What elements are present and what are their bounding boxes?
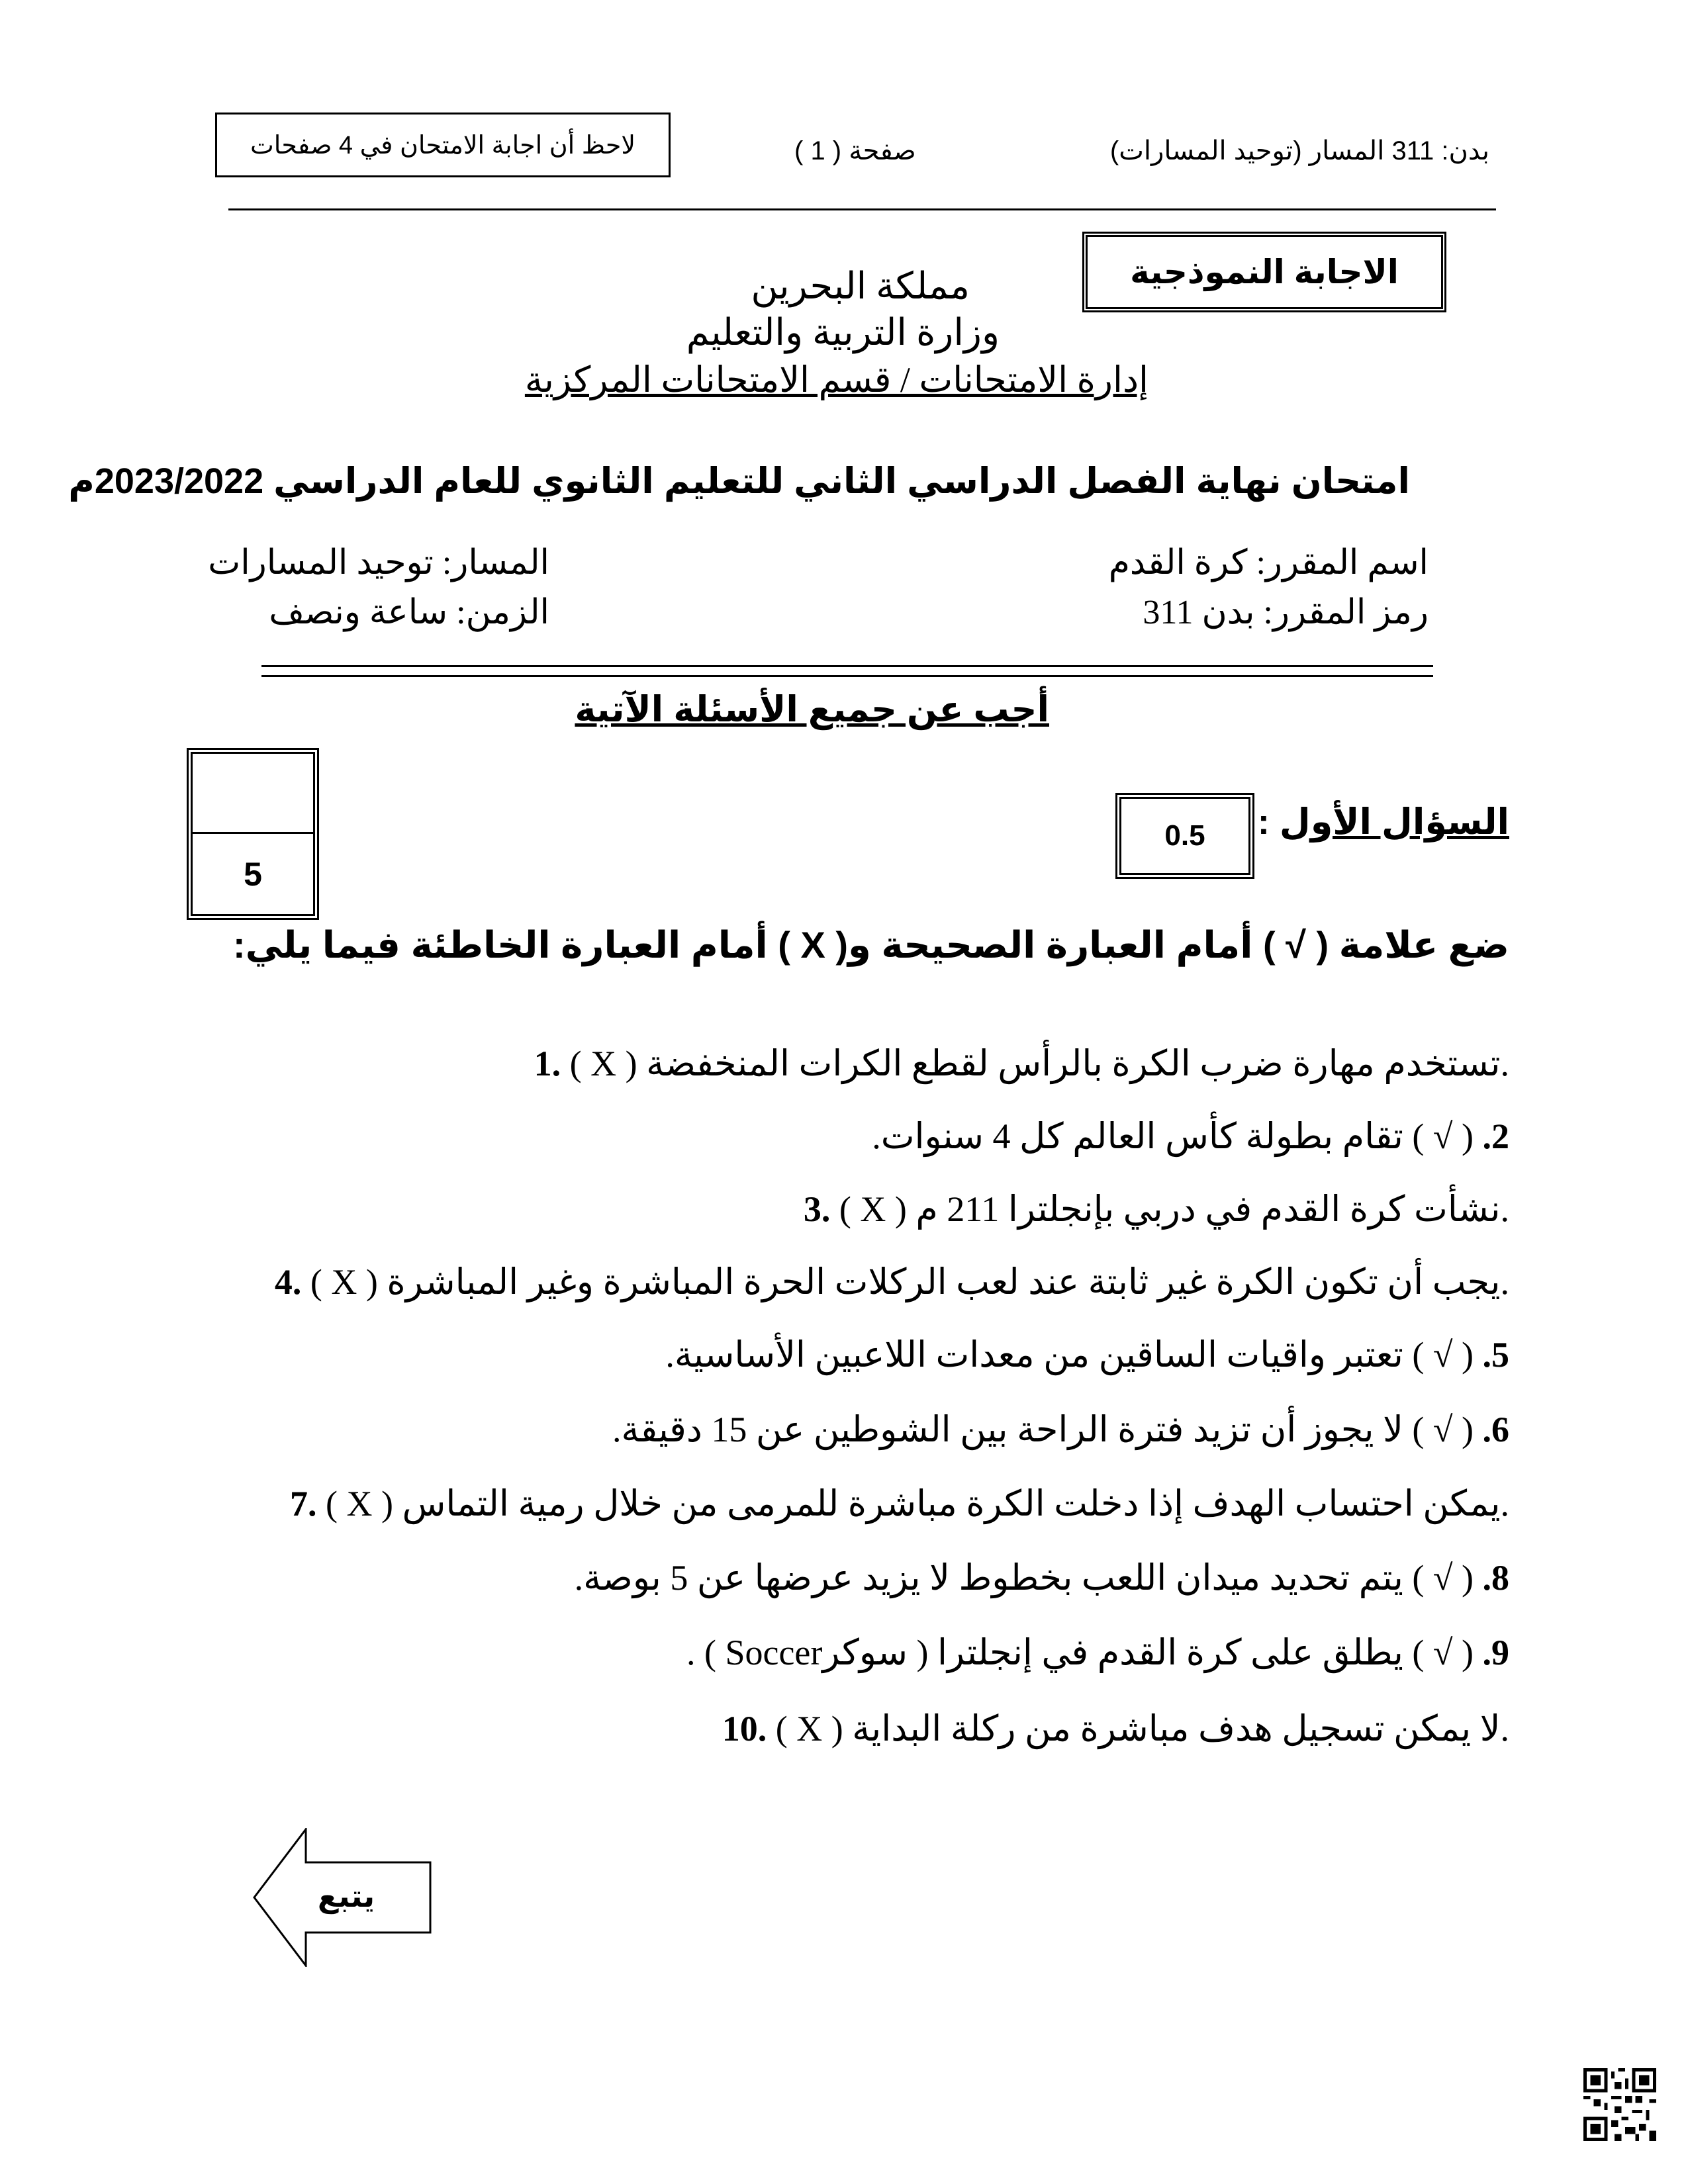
item-text: يتم تحديد ميدان اللعب بخطوط لا يزيد عرضها عن 5 بوصة. bbox=[574, 1558, 1403, 1598]
score-box bbox=[187, 748, 319, 920]
list-item bbox=[686, 1631, 1509, 1673]
item-number: 6. bbox=[1482, 1410, 1509, 1449]
list-item bbox=[665, 1334, 1509, 1375]
header-course-code: بدن: 311 المسار (توحيد المسارات) bbox=[1109, 136, 1489, 165]
item-text: يمكن احتساب الهدف إذا دخلت الكرة مباشرة للمرمى من خلال رمية التماس. bbox=[402, 1484, 1509, 1524]
question-title-text: السؤال الأول bbox=[1279, 802, 1509, 842]
item-answer: ( √ ) bbox=[1412, 1335, 1474, 1375]
item-answer: ( √ ) bbox=[1412, 1558, 1474, 1598]
track-label: المسار: توحيد المسارات bbox=[208, 544, 549, 582]
list-item bbox=[575, 1557, 1509, 1598]
item-text: لا يمكن تسجيل هدف مباشرة من ركلة البداية. bbox=[852, 1709, 1509, 1749]
item-answer: ( X ) bbox=[326, 1484, 394, 1524]
item-text: تعتبر واقيات الساقين من معدات اللاعبين الأساسية. bbox=[665, 1335, 1403, 1375]
page-count-note: لاحظ أن اجابة الامتحان في 4 صفحات bbox=[215, 113, 671, 177]
item-number: 10. bbox=[722, 1709, 767, 1749]
model-answer-label: الاجابة النموذجية bbox=[1082, 232, 1446, 312]
general-instruction: أجب عن جميع الأسئلة الآتية bbox=[575, 690, 1049, 729]
department-name: إدارة الامتحانات / قسم الامتحانات المركزية bbox=[524, 360, 1149, 400]
score-total: 5 bbox=[244, 855, 262, 893]
header-divider bbox=[228, 208, 1496, 210]
list-item bbox=[534, 1042, 1509, 1084]
item-answer: ( √ ) bbox=[1412, 1633, 1474, 1672]
item-number: 5. bbox=[1482, 1335, 1509, 1375]
item-answer: ( X ) bbox=[775, 1709, 843, 1749]
item-number: 3. bbox=[803, 1189, 831, 1229]
exam-duration: الزمن: ساعة ونصف bbox=[269, 594, 549, 631]
continue-label: يتبع bbox=[317, 1879, 375, 1913]
item-number: 9. bbox=[1482, 1633, 1509, 1672]
list-item bbox=[290, 1482, 1509, 1524]
item-text: تستخدم مهارة ضرب الكرة بالرأس لقطع الكرات المنخفضة. bbox=[646, 1044, 1509, 1083]
item-text: نشأت كرة القدم في دربي بإنجلترا 211 م. bbox=[915, 1189, 1509, 1229]
item-answer: ( X ) bbox=[839, 1189, 907, 1229]
course-code: رمز المقرر: بدن 311 bbox=[1143, 594, 1429, 631]
qr-code-icon bbox=[1583, 2068, 1656, 2141]
item-answer: ( X ) bbox=[569, 1044, 637, 1083]
item-number: 8. bbox=[1482, 1558, 1509, 1598]
page-number: صفحة ( 1 ) bbox=[794, 136, 916, 165]
kingdom-name: مملكة البحرين bbox=[751, 266, 970, 307]
question-title bbox=[1258, 801, 1509, 842]
item-text: لا يجوز أن تزيد فترة الراحة بين الشوطين عن 15 دقيقة. bbox=[612, 1410, 1403, 1449]
item-number: 1. bbox=[534, 1044, 561, 1083]
list-item bbox=[804, 1188, 1509, 1230]
item-answer: ( X ) bbox=[310, 1262, 378, 1302]
question-title-colon: : bbox=[1257, 802, 1270, 842]
score-obtained-cell bbox=[193, 754, 313, 834]
item-answer: ( √ ) bbox=[1412, 1410, 1474, 1449]
item-number: 4. bbox=[274, 1262, 302, 1302]
question-instruction: ضع علامة ( √ ) أمام العبارة الصحيحة و( X ) أمام العبارة الخاطئة فيما يلي: bbox=[233, 924, 1509, 966]
question-mark-value: 0.5 bbox=[1115, 793, 1254, 879]
list-item bbox=[872, 1115, 1509, 1157]
item-number: 2. bbox=[1482, 1116, 1509, 1156]
item-text: يجب أن تكون الكرة غير ثابتة عند لعب الركلات الحرة المباشرة وغير المباشرة. bbox=[387, 1262, 1509, 1302]
item-text: يطلق على كرة القدم في إنجلترا ( سوكرSoccer ) . bbox=[686, 1633, 1403, 1672]
exam-title: امتحان نهاية الفصل الدراسي الثاني للتعليم الثانوي للعام الدراسي 2023/2022م bbox=[68, 461, 1410, 501]
list-item bbox=[275, 1261, 1509, 1302]
list-item bbox=[722, 1707, 1509, 1749]
item-text: تقام بطولة كأس العالم كل 4 سنوات. bbox=[872, 1116, 1403, 1156]
item-number: 7. bbox=[290, 1484, 317, 1524]
course-name: اسم المقرر: كرة القدم bbox=[1108, 544, 1429, 582]
list-item bbox=[612, 1408, 1509, 1450]
item-answer: ( √ ) bbox=[1412, 1116, 1474, 1156]
double-divider bbox=[261, 665, 1433, 677]
ministry-name: وزارة التربية والتعليم bbox=[686, 312, 1000, 353]
